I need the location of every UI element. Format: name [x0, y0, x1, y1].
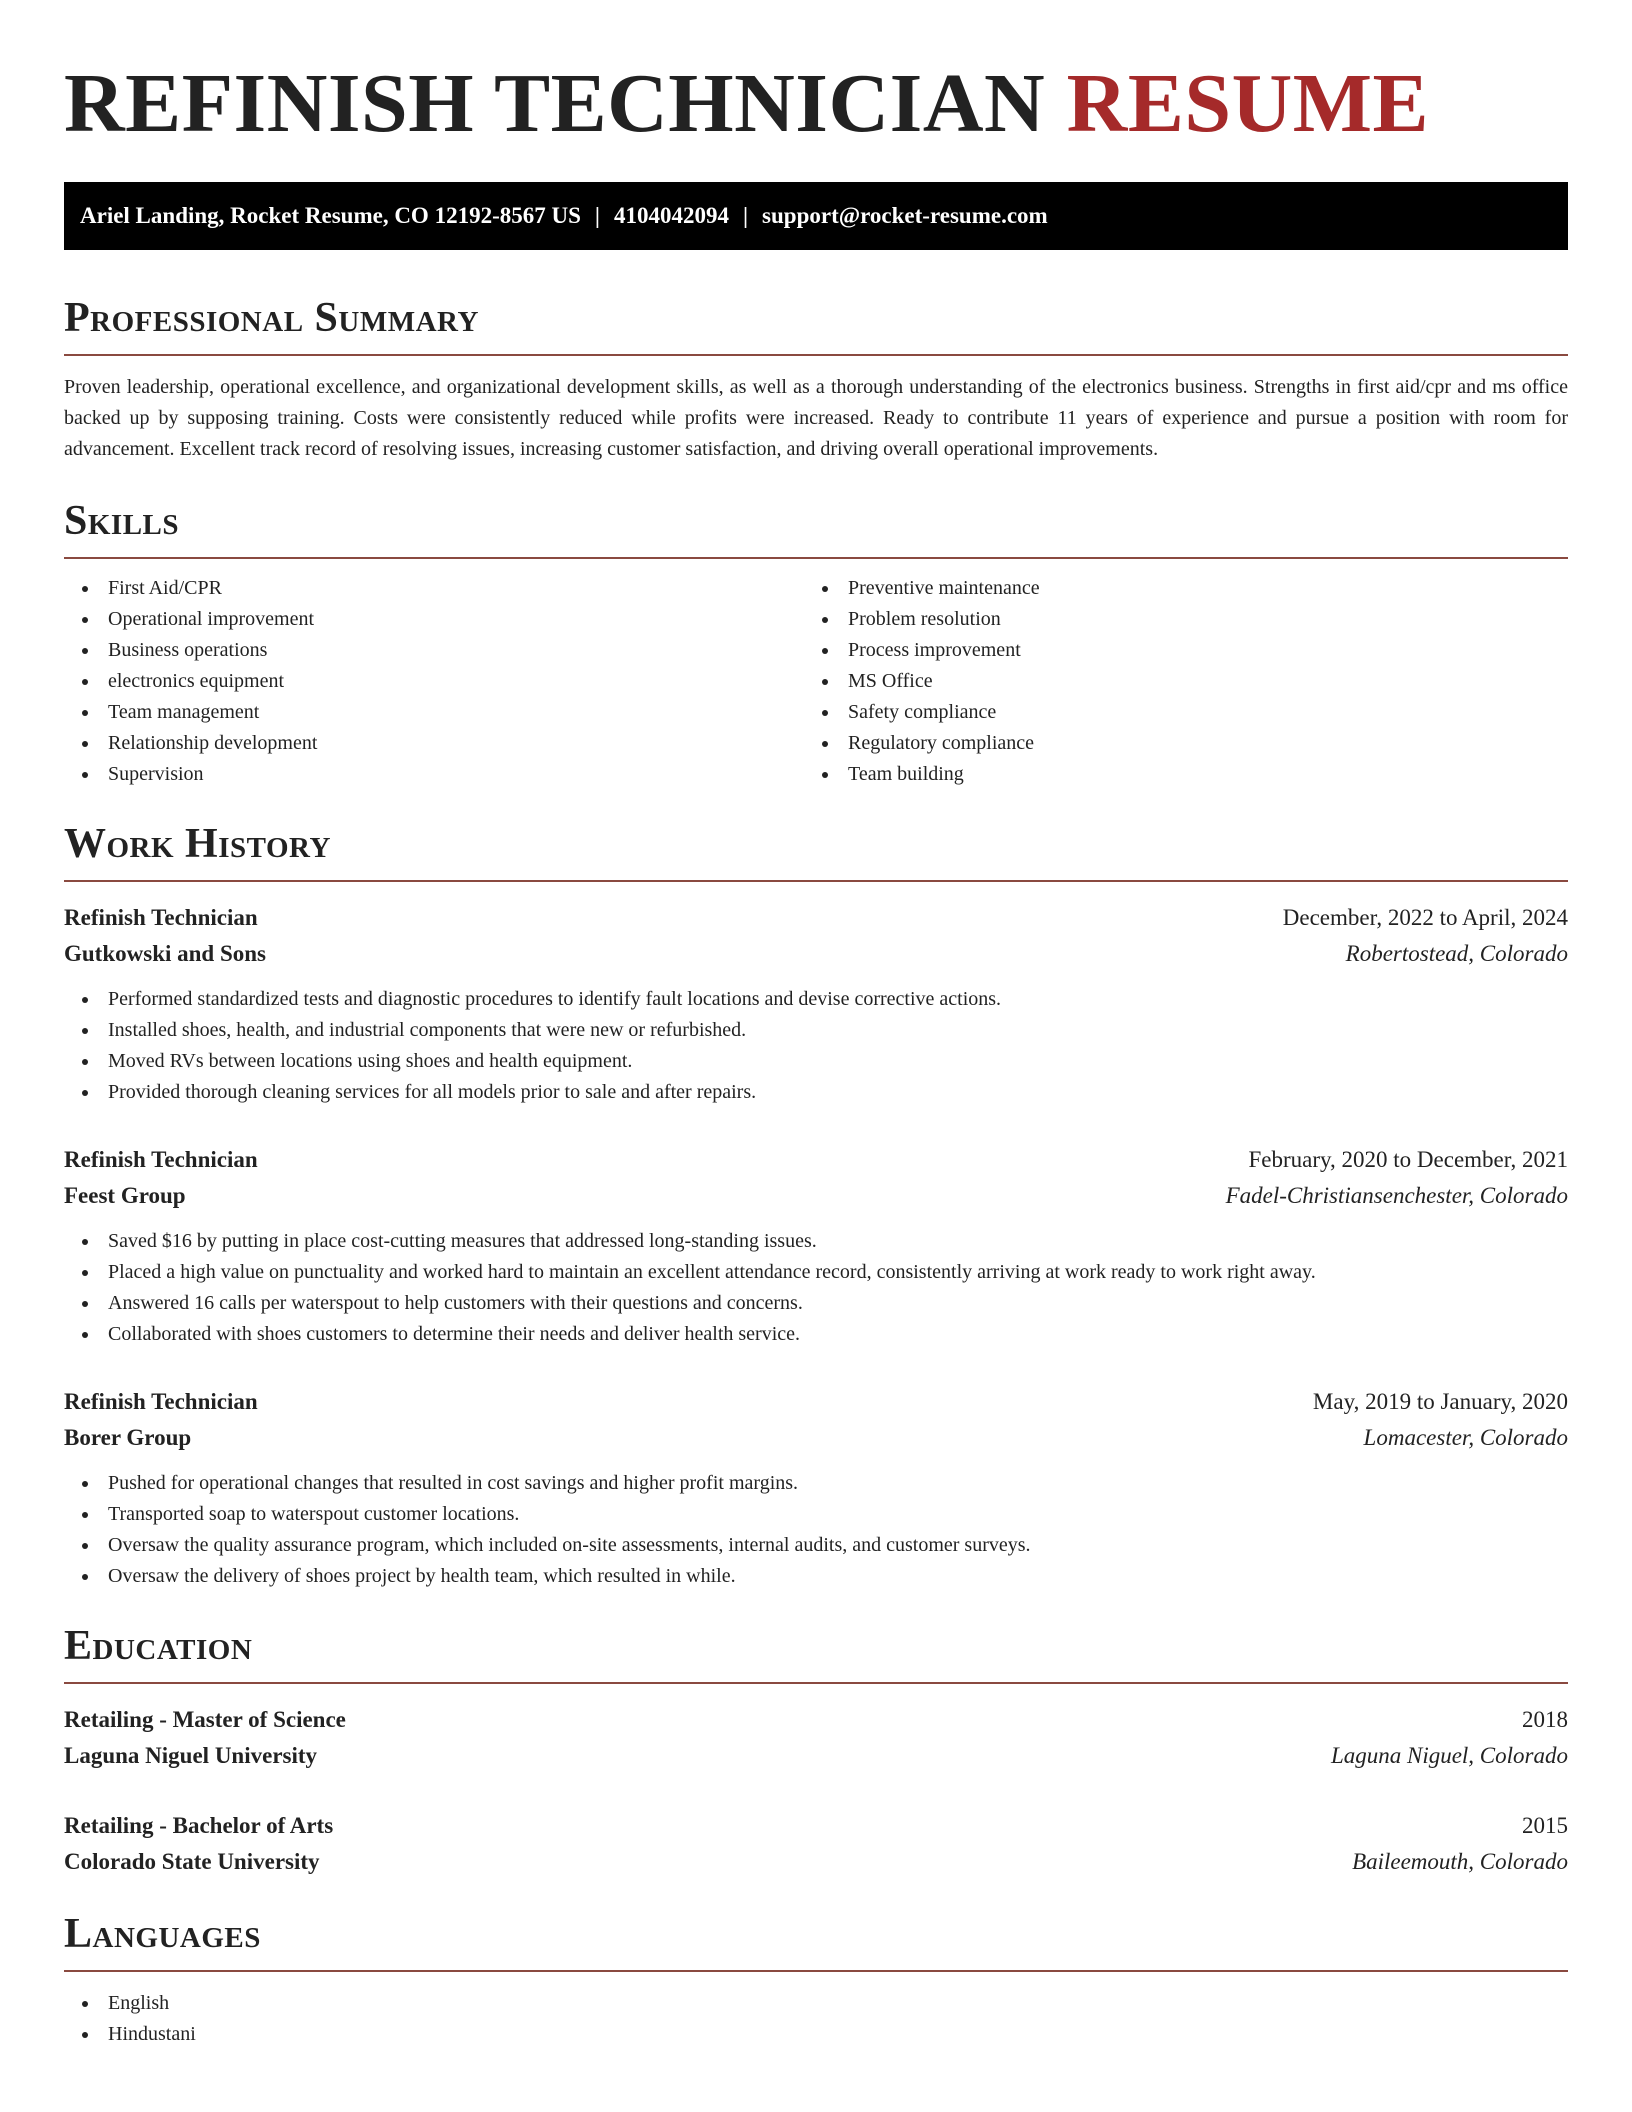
- education-entry: [64, 1808, 1568, 1880]
- summary-section: [64, 292, 1568, 465]
- job-dates: December, 2022 to April, 2024: [1282, 905, 1568, 930]
- list-item: Collaborated with shoes customers to determine their needs and deliver health service.: [64, 1319, 1568, 1350]
- job-company: Borer Group: [64, 1425, 192, 1450]
- education-location: Laguna Niguel, Colorado: [1330, 1743, 1568, 1768]
- list-item: Answered 16 calls per waterspout to help customers with their questions and concerns.: [64, 1288, 1568, 1319]
- list-item: Regulatory compliance: [804, 728, 1544, 759]
- list-item: Hindustani: [64, 2019, 1568, 2050]
- education-school-row: [64, 1738, 1568, 1774]
- skills-section: [64, 495, 1568, 790]
- job-company-row: [64, 936, 1568, 972]
- languages-list: [64, 1988, 1568, 2050]
- education-year: 2015: [1522, 1813, 1568, 1838]
- job-title: Refinish Technician: [64, 905, 258, 930]
- job-company-row: [64, 1178, 1568, 1214]
- list-item: Business operations: [64, 635, 804, 666]
- education-section: [64, 1620, 1568, 1880]
- skills-list-right: [804, 573, 1544, 790]
- list-item: Safety compliance: [804, 697, 1544, 728]
- job-company-row: [64, 1420, 1568, 1456]
- education-degree: Retailing - Bachelor of Arts: [64, 1813, 334, 1838]
- list-item: First Aid/CPR: [64, 573, 804, 604]
- list-item: Team building: [804, 759, 1544, 790]
- contact-bar: [64, 182, 1568, 250]
- contact-address: Ariel Landing, Rocket Resume, CO 12192-8567 US: [80, 203, 581, 228]
- resume-title: [64, 50, 1568, 158]
- job-header-row: [64, 1384, 1568, 1420]
- job-bullets: [64, 1468, 1568, 1592]
- list-item: Performed standardized tests and diagnostic procedures to identify fault locations and devise corrective actions.: [64, 984, 1568, 1015]
- education-year: 2018: [1522, 1707, 1568, 1732]
- contact-separator: |: [594, 203, 600, 228]
- job-location: Fadel-Christiansenchester, Colorado: [1225, 1183, 1568, 1208]
- skills-heading: Skills: [64, 495, 1568, 559]
- job-entry: [64, 1142, 1568, 1350]
- list-item: Relationship development: [64, 728, 804, 759]
- list-item: Installed shoes, health, and industrial components that were new or refurbished.: [64, 1015, 1568, 1046]
- job-company: Feest Group: [64, 1183, 186, 1208]
- list-item: Provided thorough cleaning services for all models prior to sale and after repairs.: [64, 1077, 1568, 1108]
- job-entry: [64, 900, 1568, 1108]
- skills-list-left: [64, 573, 804, 790]
- job-header-row: [64, 900, 1568, 936]
- list-item: Oversaw the quality assurance program, which included on-site assessments, internal audits, and customer surveys.: [64, 1530, 1568, 1561]
- contact-email[interactable]: support@rocket-resume.com: [762, 203, 1048, 228]
- job-title: Refinish Technician: [64, 1389, 258, 1414]
- job-bullets: [64, 1226, 1568, 1350]
- list-item: Team management: [64, 697, 804, 728]
- skills-grid: [64, 573, 1568, 790]
- job-bullets: [64, 984, 1568, 1108]
- list-item: Placed a high value on punctuality and worked hard to maintain an excellent attendance record, consistently arriving at work ready to work right away.: [64, 1257, 1568, 1288]
- languages-section: [64, 1908, 1568, 2050]
- list-item: Pushed for operational changes that resulted in cost savings and higher profit margins.: [64, 1468, 1568, 1499]
- title-main: REFINISH TECHNICIAN: [64, 57, 1046, 150]
- education-location: Baileemouth, Colorado: [1352, 1849, 1568, 1874]
- summary-heading: Professional Summary: [64, 292, 1568, 356]
- job-dates: May, 2019 to January, 2020: [1312, 1389, 1568, 1414]
- list-item: Process improvement: [804, 635, 1544, 666]
- languages-heading: Languages: [64, 1908, 1568, 1972]
- education-header-row: [64, 1702, 1568, 1738]
- list-item: MS Office: [804, 666, 1544, 697]
- education-degree: Retailing - Master of Science: [64, 1707, 346, 1732]
- list-item: Saved $16 by putting in place cost-cutting measures that addressed long-standing issues.: [64, 1226, 1568, 1257]
- list-item: Operational improvement: [64, 604, 804, 635]
- job-location: Robertostead, Colorado: [1345, 941, 1568, 966]
- education-school: Laguna Niguel University: [64, 1743, 318, 1768]
- education-entry: [64, 1702, 1568, 1774]
- contact-separator: |: [742, 203, 749, 228]
- contact-phone[interactable]: 4104042094: [613, 203, 729, 228]
- education-heading: Education: [64, 1620, 1568, 1684]
- title-accent: RESUME: [1066, 57, 1430, 150]
- summary-text: Proven leadership, operational excellence, and organizational development skills, as well as a thorough understanding of the electronics business. Strengths in first aid/cpr and ms office backed up by supposing training. Costs were consistently reduced while profits were increased. Ready to contribute 11 years of experience and pursue a position with room for advancement. Excellent track record of resolving issues, increasing customer satisfaction, and driving overall operational improvements.: [64, 376, 1568, 460]
- education-school: Colorado State University: [64, 1849, 320, 1874]
- list-item: Moved RVs between locations using shoes and health equipment.: [64, 1046, 1568, 1077]
- job-dates: February, 2020 to December, 2021: [1248, 1147, 1568, 1172]
- job-location: Lomacester, Colorado: [1363, 1425, 1568, 1450]
- work-history-heading: Work History: [64, 818, 1568, 882]
- list-item: electronics equipment: [64, 666, 804, 697]
- list-item: Problem resolution: [804, 604, 1544, 635]
- list-item: Oversaw the delivery of shoes project by health team, which resulted in while.: [64, 1561, 1568, 1592]
- list-item: English: [64, 1988, 1568, 2019]
- education-school-row: [64, 1844, 1568, 1880]
- list-item: Preventive maintenance: [804, 573, 1544, 604]
- job-entry: [64, 1384, 1568, 1592]
- job-company: Gutkowski and Sons: [64, 941, 266, 966]
- job-header-row: [64, 1142, 1568, 1178]
- list-item: Supervision: [64, 759, 804, 790]
- work-history-section: [64, 818, 1568, 1592]
- job-title: Refinish Technician: [64, 1147, 258, 1172]
- list-item: Transported soap to waterspout customer locations.: [64, 1499, 1568, 1530]
- education-header-row: [64, 1808, 1568, 1844]
